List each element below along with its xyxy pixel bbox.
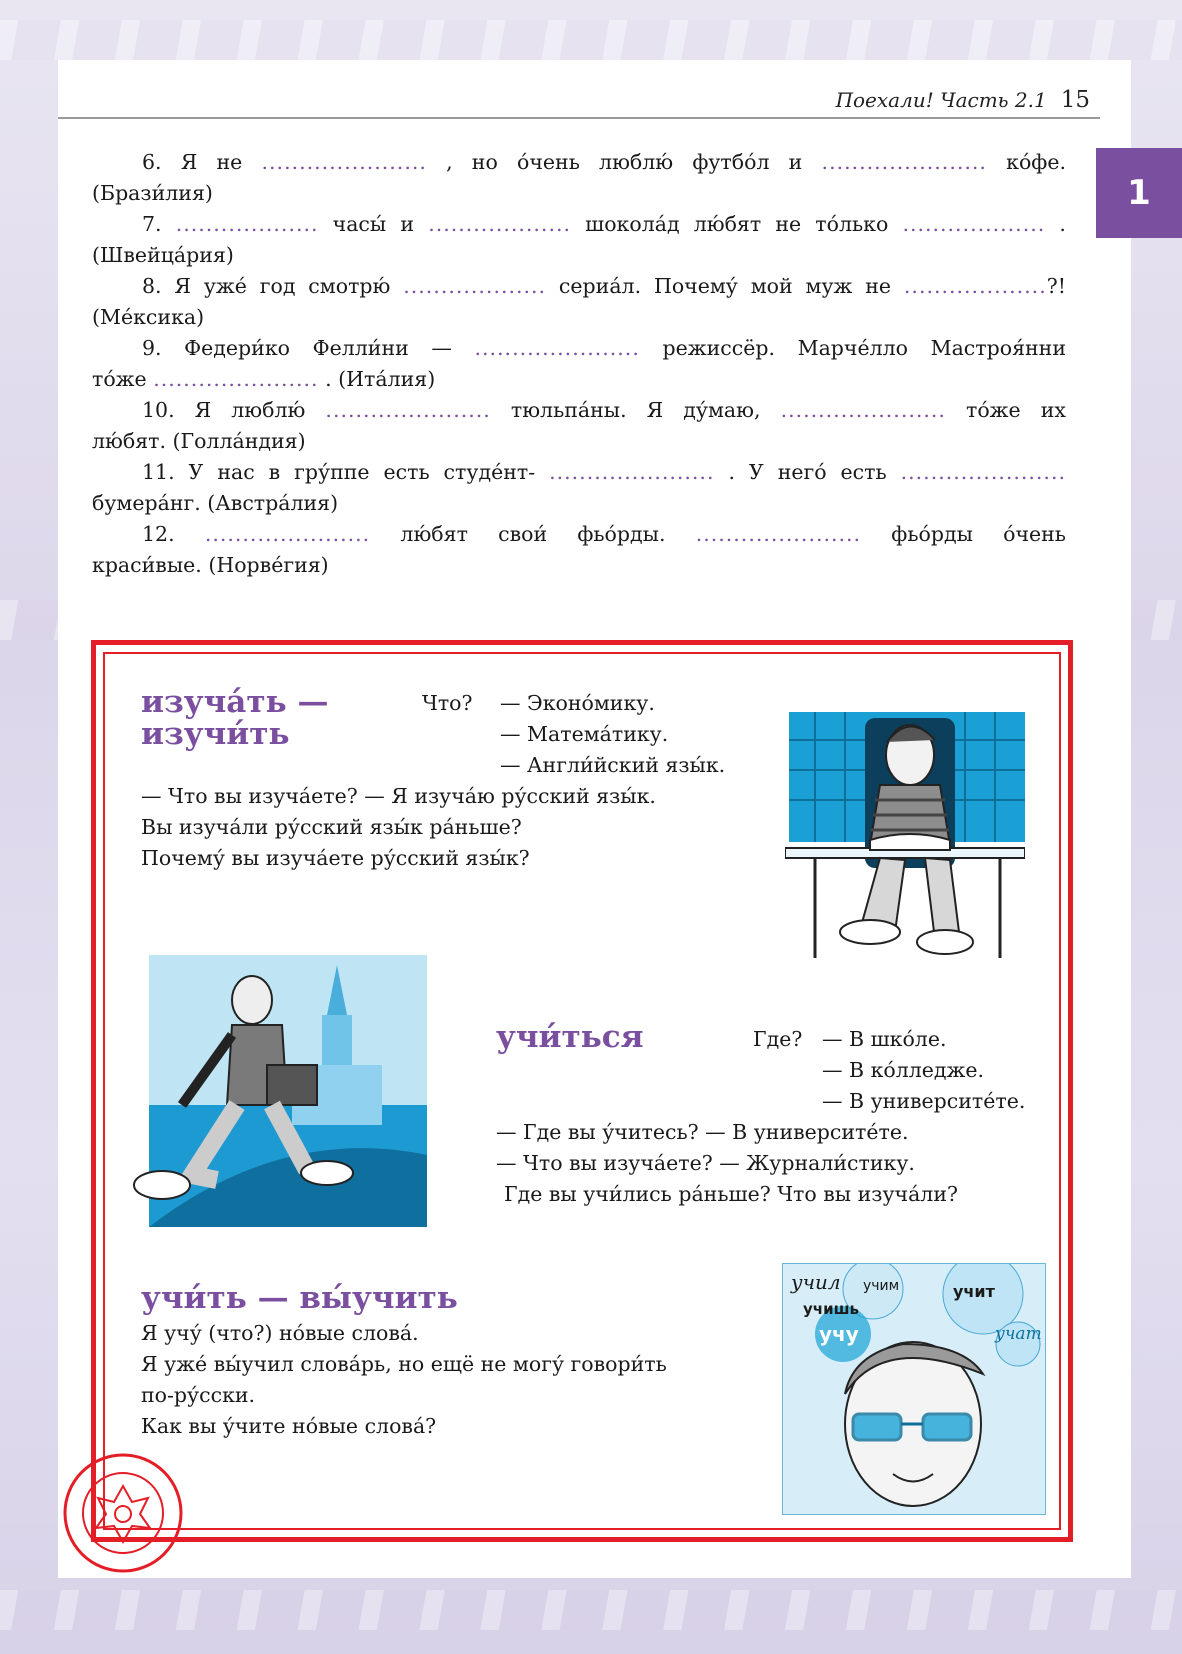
exercise-line: 6. Я не ...................... , но о́чень люблю́ футбо́л и ...................... ко́фе. [142,150,1066,174]
bubble-word: учит [953,1282,995,1301]
exercise-line: лю́бят. (Голла́ндия) [92,429,306,453]
uchit-examples: Я учу́ (что?) но́вые слова́. Я уже́ вы́учил слова́рь, но ещё не могу́ говори́ть по-ру́сски. Как вы у́чите но́вые слова́? [141,1321,667,1438]
heading-izuchat: изуча́ть — изучи́ть [141,684,329,752]
izuchat-examples: — Что вы изуча́ете? — Я изуча́ю ру́сский язы́к. Вы изуча́ли ру́сский язы́к ра́ньше? Почему́ вы изуча́ете ру́сский язы́к? [141,784,656,870]
running-head [760,87,1090,113]
exercise-line: (Ме́ксика) [92,305,205,329]
exercise-line: 8. Я уже́ год смотрю́ ................... сериа́л. Почему́ мой муж не ...................?! [142,274,1066,298]
student-words-illustration [782,1263,1046,1515]
exercise-line: то́же ...................... . (Ита́лия) [92,367,436,391]
uchitsya-examples: — Где вы у́читесь? — В университе́те. — Что вы изуча́ете? — Журнали́стику. Где вы учи́лись ра́ньше? Что вы изуча́ли? [496,1120,958,1206]
bubble-word: учим [863,1278,900,1294]
student-reading-illustration [785,700,1025,960]
uchitsya-question: Где? [753,1027,803,1051]
book-title: Поехали! Часть 2.1 [835,88,1047,112]
bubble-word: учил [791,1270,841,1294]
exercise-line: 12. ...................... лю́бят свои́ фьо́рды. ...................... фьо́рды о́чень [142,522,1066,546]
exercise-block [92,147,1066,581]
bubble-word: учишь [803,1300,860,1318]
exercise-line: 11. У нас в гру́ппе есть студе́нт- ...................... . У него́ есть ...................... [142,460,1066,484]
heading-uchit: учи́ть — вы́учить [141,1280,458,1316]
student-walking-illustration [122,955,428,1227]
izuchat-question: Что? [422,691,473,715]
exercise-line: (Брази́лия) [92,181,213,205]
heading-uchitsya: учи́ться [496,1019,644,1055]
bubble-word: учу [819,1322,859,1346]
exercise-line: 9. Федери́ко Фелли́ни — ...................... режиссёр. Марче́лло Мастроя́нни [142,336,1066,360]
exercise-line: бумера́нг. (Австра́лия) [92,491,339,515]
exercise-line: 7. ................... часы́ и ................... шокола́д лю́бят не то́лько ................... . [142,212,1066,236]
header-rule [58,117,1100,119]
exercise-line: краси́вые. (Норве́гия) [92,553,329,577]
exercise-line: 10. Я люблю́ ...................... тюльпа́ны. Я ду́маю, ...................... то́же их [142,398,1066,422]
page-number: 15 [1060,87,1090,113]
izuchat-answers: — Эконо́мику. — Матема́тику. — Англи́йский язы́к. [500,691,726,777]
bubble-word: учат [995,1324,1042,1344]
uchitsya-answers: — В шко́ле. — В ко́лледже. — В университе́те. [822,1027,1026,1113]
exercise-line: (Швейца́рия) [92,243,234,267]
chapter-tab: 1 [1096,148,1182,238]
grammar-stamp-icon [62,1452,184,1574]
